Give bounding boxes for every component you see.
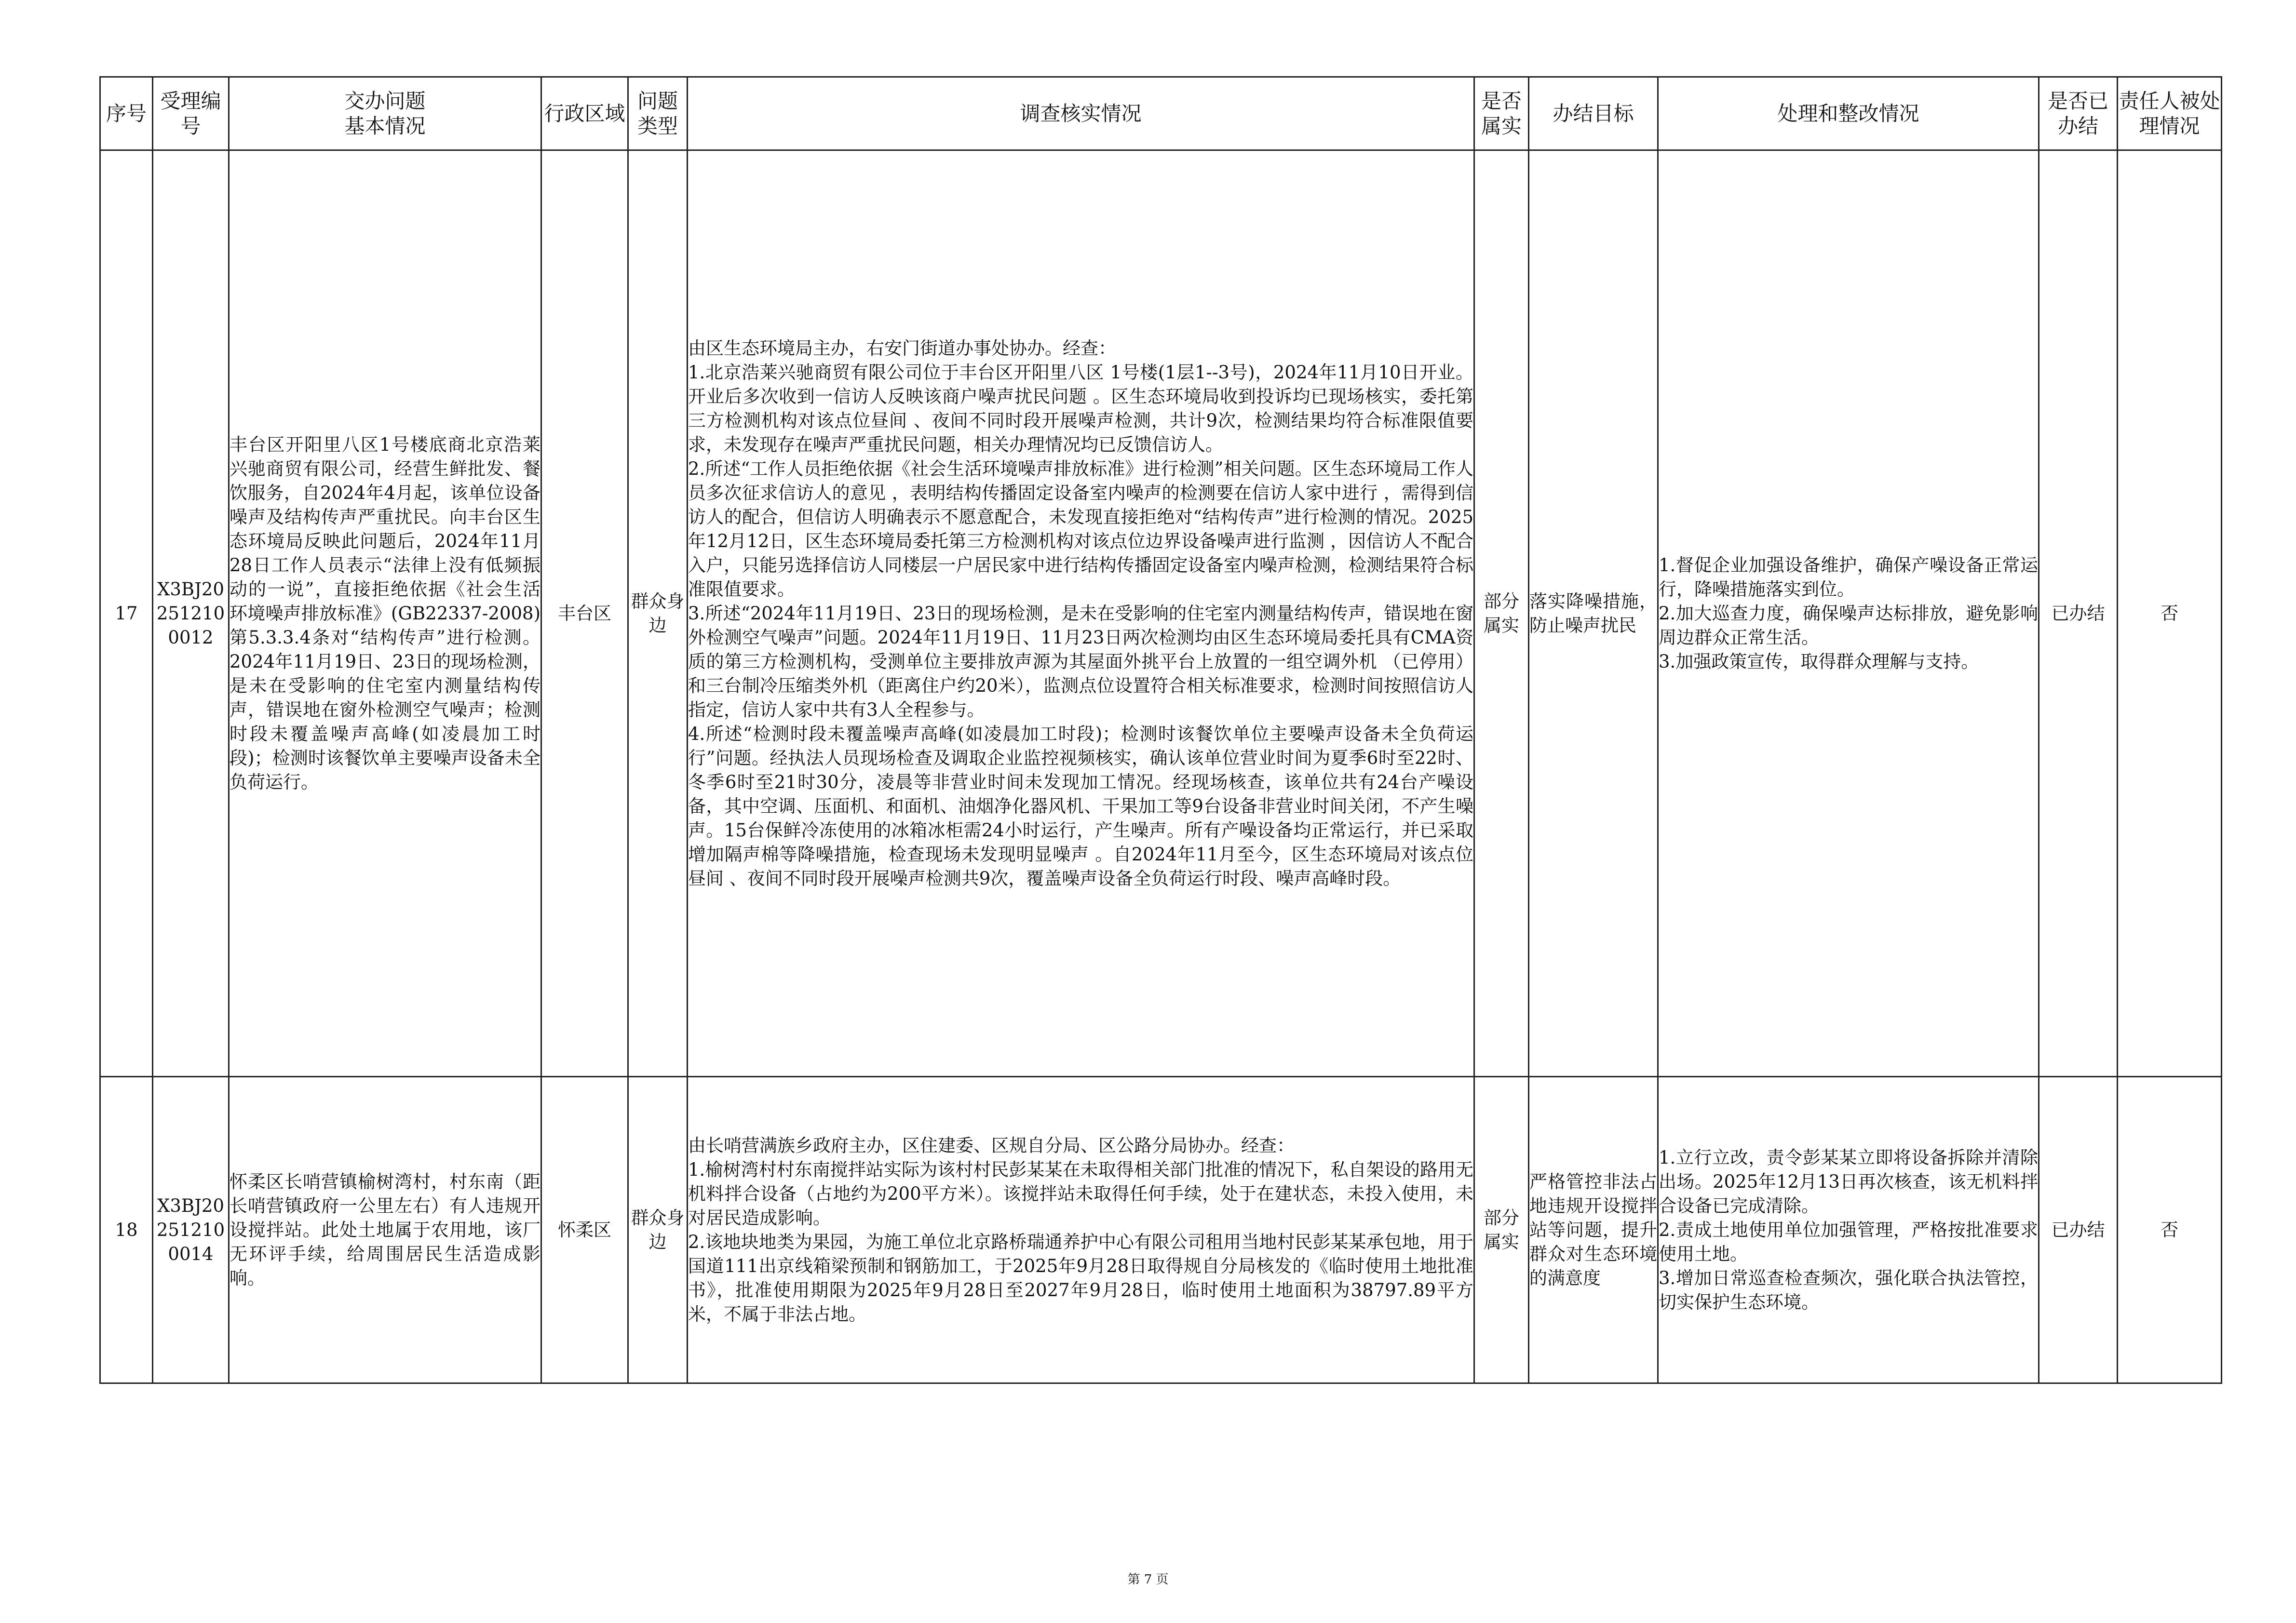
header-investigation: 调查核实情况 <box>688 77 1474 150</box>
cell-goal: 落实降噪措施，防止噪声扰民 <box>1529 150 1658 1077</box>
table-row <box>100 150 2222 1077</box>
cell-verified: 部分属实 <box>1474 1077 1529 1383</box>
cell-seq: 18 <box>100 1077 153 1383</box>
cell-closed: 已办结 <box>2039 1077 2118 1383</box>
header-type: 问题类型 <box>628 77 688 150</box>
cell-goal: 严格管控非法占地违规开设搅拌站等问题，提升群众对生态环境的满意度 <box>1529 1077 1658 1383</box>
cell-accept-no: X3BJ202512100014 <box>153 1077 229 1383</box>
cell-issue: 怀柔区长哨营镇榆树湾村，村东南（距长哨营镇政府一公里左右）有人违规开设搅拌站。此处土地属于农用地，该厂无环评手续，给周围居民生活造成影响。 <box>229 1077 541 1383</box>
page-number: 第 7 页 <box>1127 1572 1169 1587</box>
header-district: 行政区域 <box>541 77 628 150</box>
header-verified: 是否属实 <box>1474 77 1529 150</box>
header-handling: 处理和整改情况 <box>1658 77 2039 150</box>
cell-issue: 丰台区开阳里八区1号楼底商北京浩莱兴驰商贸有限公司，经营生鲜批发、餐饮服务，自2024年4月起，该单位设备噪声及结构传声严重扰民。向丰台区生态环境局反映此问题后，2024年11月28日工作人员表示“法律上没有低频振动的一说”，直接拒绝依据《社会生活环境噪声排放标准》(GB22337-2008) 第5.3.3.4条对“结构传声”进行检测。2024年11月19日、23日的现场检测，是未在受影响的住宅室内测量结构传声，错误地在窗外检测空气噪声；检测时段未覆盖噪声高峰(如凌晨加工时段)；检测时该餐饮单主要噪声设备未全负荷运行。 <box>229 150 541 1077</box>
cell-handling: 1.立行立改，责令彭某某立即将设备拆除并清除出场。2025年12月13日再次核查，该无机料拌合设备已完成清除。 2.责成土地使用单位加强管理，严格按批准要求使用土地。 3.增加日常巡查检查频次，强化联合执法管控，切实保护生态环境。 <box>1658 1077 2039 1383</box>
header-seq: 序号 <box>100 77 153 150</box>
header-closed: 是否已办结 <box>2039 77 2118 150</box>
header-accept-no: 受理编号 <box>153 77 229 150</box>
cell-type: 群众身边 <box>628 150 688 1077</box>
cell-seq: 17 <box>100 150 153 1077</box>
cell-accountability: 否 <box>2118 1077 2222 1383</box>
cell-accept-no: X3BJ202512100012 <box>153 150 229 1077</box>
header-row <box>100 77 2222 150</box>
cell-accountability: 否 <box>2118 150 2222 1077</box>
cell-handling: 1.督促企业加强设备维护，确保产噪设备正常运行，降噪措施落实到位。 2.加大巡查力度，确保噪声达标排放，避免影响周边群众正常生活。 3.加强政策宣传，取得群众理解与支持。 <box>1658 150 2039 1077</box>
header-issue: 交办问题 基本情况 <box>229 77 541 150</box>
cell-closed: 已办结 <box>2039 150 2118 1077</box>
document-table <box>99 76 2222 1384</box>
header-accountability: 责任人被处理情况 <box>2118 77 2222 150</box>
cell-investigation: 由区生态环境局主办，右安门街道办事处协办。经查： 1.北京浩莱兴驰商贸有限公司位于丰台区开阳里八区 1号楼(1层1--3号)，2024年11月10日开业。开业后多次收到一信访人反映该商户噪声扰民问题 。区生态环境局收到投诉均已现场核实，委托第三方检测机构对该点位昼间 、夜间不同时段开展噪声检测，共计9次，检测结果均符合标准限值要求，未发现存在噪声严重扰民问题，相关办理情况均已反馈信访人。 2.所述“工作人员拒绝依据《社会生活环境噪声排放标准》进行检测”相关问题。区生态环境局工作人员多次征求信访人的意见 ，表明结构传播固定设备室内噪声的检测要在信访人家中进行 ，需得到信访人的配合，但信访人明确表示不愿意配合，未发现直接拒绝对“结构传声”进行检测的情况。2025年12月12日，区生态环境局委托第三方检测机构对该点位边界设备噪声进行监测 ，因信访人不配合入户，只能另选择信访人同楼层一户居民家中进行结构传播固定设备室内噪声检测，检测结果符合标准限值要求。 3.所述“2024年11月19日、23日的现场检测，是未在受影响的住宅室内测量结构传声，错误地在窗外检测空气噪声”问题。2024年11月19日、11月23日两次检测均由区生态环境局委托具有CMA资质的第三方检测机构，受测单位主要排放声源为其屋面外挑平台上放置的一组空调外机 （已停用）和三台制冷压缩类外机（距离住户约20米），监测点位设置符合相关标准要求，检测时间按照信访人指定，信访人家中共有3人全程参与。 4.所述“检测时段未覆盖噪声高峰(如凌晨加工时段)；检测时该餐饮单位主要噪声设备未全负荷运行”问题。经执法人员现场检查及调取企业监控视频核实，确认该单位营业时间为夏季6时至22时、冬季6时至21时30分，凌晨等非营业时间未发现加工情况。经现场核查，该单位共有24台产噪设备，其中空调、压面机、和面机、油烟净化器风机、干果加工等9台设备非营业时间关闭，不产生噪声。15台保鲜冷冻使用的冰箱冰柜需24小时运行，产生噪声。所有产噪设备均正常运行，并已采取增加隔声棉等降噪措施，检查现场未发现明显噪声 。自2024年11月至今，区生态环境局对该点位昼间 、夜间不同时段开展噪声检测共9次，覆盖噪声设备全负荷运行时段、噪声高峰时段。 <box>688 150 1474 1077</box>
cell-district: 怀柔区 <box>541 1077 628 1383</box>
header-goal: 办结目标 <box>1529 77 1658 150</box>
cell-verified: 部分属实 <box>1474 150 1529 1077</box>
table-row <box>100 1077 2222 1383</box>
cell-type: 群众身边 <box>628 1077 688 1383</box>
cell-investigation: 由长哨营满族乡政府主办，区住建委、区规自分局、区公路分局协办。经查： 1.榆树湾村村东南搅拌站实际为该村村民彭某某在未取得相关部门批准的情况下，私自架设的路用无机料拌合设备（占地约为200平方米）。该搅拌站未取得任何手续，处于在建状态，未投入使用，未对居民造成影响。 2.该地块地类为果园，为施工单位北京路桥瑞通养护中心有限公司租用当地村民彭某某承包地，用于国道111出京线箱梁预制和钢筋加工，于2025年9月28日取得规自分局核发的《临时使用土地批准书》，批准使用期限为2025年9月28日至2027年9月28日，临时使用土地面积为38797.89平方米，不属于非法占地。 <box>688 1077 1474 1383</box>
cell-district: 丰台区 <box>541 150 628 1077</box>
